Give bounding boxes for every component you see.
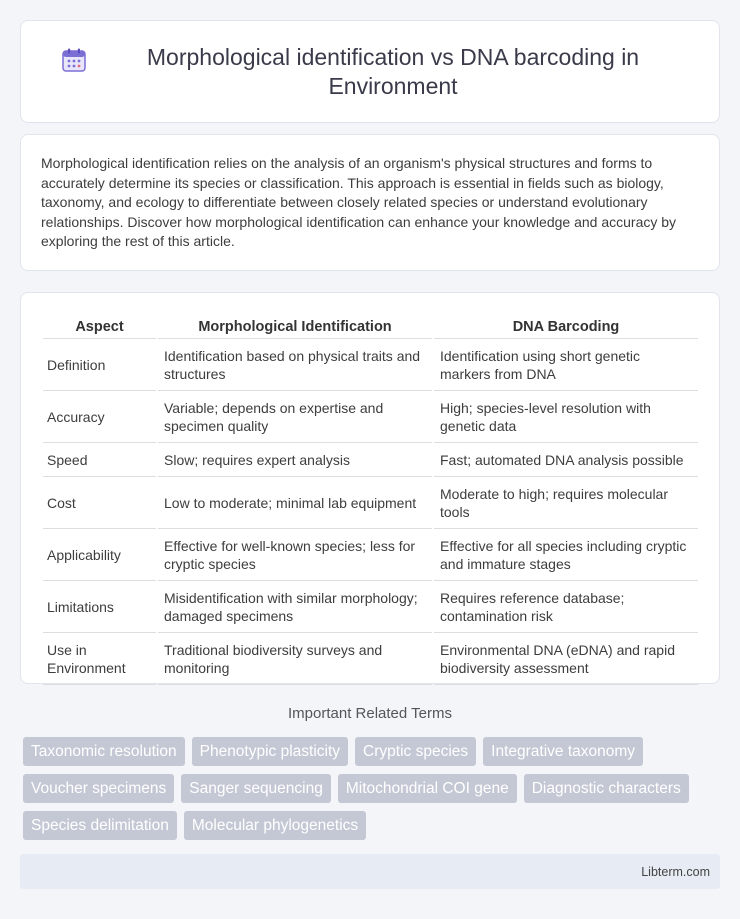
row-morphological: Traditional biodiversity surveys and monitoring <box>158 635 432 685</box>
comparison-table <box>41 313 700 687</box>
title-wrap <box>21 43 719 101</box>
row-dna: Identification using short genetic markers from DNA <box>434 341 698 391</box>
header-aspect: Aspect <box>43 315 156 339</box>
row-aspect: Limitations <box>43 583 156 633</box>
row-dna: Moderate to high; requires molecular tools <box>434 479 698 529</box>
related-terms-heading: Important Related Terms <box>288 705 452 722</box>
row-dna: High; species-level resolution with genetic data <box>434 393 698 443</box>
table-row <box>43 393 698 443</box>
term-tag[interactable]: Cryptic species <box>355 737 476 766</box>
row-morphological: Slow; requires expert analysis <box>158 445 432 477</box>
row-morphological: Misidentification with similar morphology; damaged specimens <box>158 583 432 633</box>
row-aspect: Definition <box>43 341 156 391</box>
title-card <box>20 20 720 123</box>
table-row <box>43 583 698 633</box>
term-tag[interactable]: Molecular phylogenetics <box>184 811 366 840</box>
row-dna: Environmental DNA (eDNA) and rapid biodiversity assessment <box>434 635 698 685</box>
term-tag[interactable]: Taxonomic resolution <box>23 737 185 766</box>
intro-paragraph: Morphological identification relies on the analysis of an organism's physical structures and forms to accurately determine its species or classification. This approach is essential in fields such as biology, taxonomy, and ecology to differentiate between closely related species or understand evolutionary relationships. Discover how morphological identification can enhance your knowledge and accuracy by exploring the rest of this article. <box>41 155 677 250</box>
row-morphological: Variable; depends on expertise and specimen quality <box>158 393 432 443</box>
row-aspect: Accuracy <box>43 393 156 443</box>
intro-card <box>20 134 720 271</box>
comparison-card <box>20 292 720 684</box>
term-tag[interactable]: Voucher specimens <box>23 774 174 803</box>
term-tag[interactable]: Mitochondrial COI gene <box>338 774 517 803</box>
table-header-row <box>43 315 698 339</box>
row-morphological: Low to moderate; minimal lab equipment <box>158 479 432 529</box>
row-morphological: Effective for well-known species; less for cryptic species <box>158 531 432 581</box>
table-row <box>43 635 698 685</box>
header-morphological: Morphological Identification <box>158 315 432 339</box>
page-title: Morphological identification vs DNA barcoding in Environment <box>146 43 640 99</box>
term-tag[interactable]: Diagnostic characters <box>524 774 689 803</box>
row-dna: Requires reference database; contamination risk <box>434 583 698 633</box>
term-tag[interactable]: Species delimitation <box>23 811 177 840</box>
row-aspect: Cost <box>43 479 156 529</box>
row-aspect: Applicability <box>43 531 156 581</box>
term-tag[interactable]: Integrative taxonomy <box>483 737 643 766</box>
row-morphological: Identification based on physical traits and structures <box>158 341 432 391</box>
table-row <box>43 445 698 477</box>
footer-site-link[interactable]: Libterm.com <box>641 864 710 879</box>
row-dna: Fast; automated DNA analysis possible <box>434 445 698 477</box>
related-terms-list <box>23 737 723 848</box>
calendar-icon <box>61 47 87 73</box>
table-row <box>43 341 698 391</box>
header-dna-barcoding: DNA Barcoding <box>434 315 698 339</box>
table-row <box>43 479 698 529</box>
row-aspect: Use in Environment <box>43 635 156 685</box>
row-dna: Effective for all species including cryptic and immature stages <box>434 531 698 581</box>
term-tag[interactable]: Phenotypic plasticity <box>192 737 348 766</box>
row-aspect: Speed <box>43 445 156 477</box>
term-tag[interactable]: Sanger sequencing <box>181 774 331 803</box>
footer <box>20 854 720 889</box>
table-row <box>43 531 698 581</box>
